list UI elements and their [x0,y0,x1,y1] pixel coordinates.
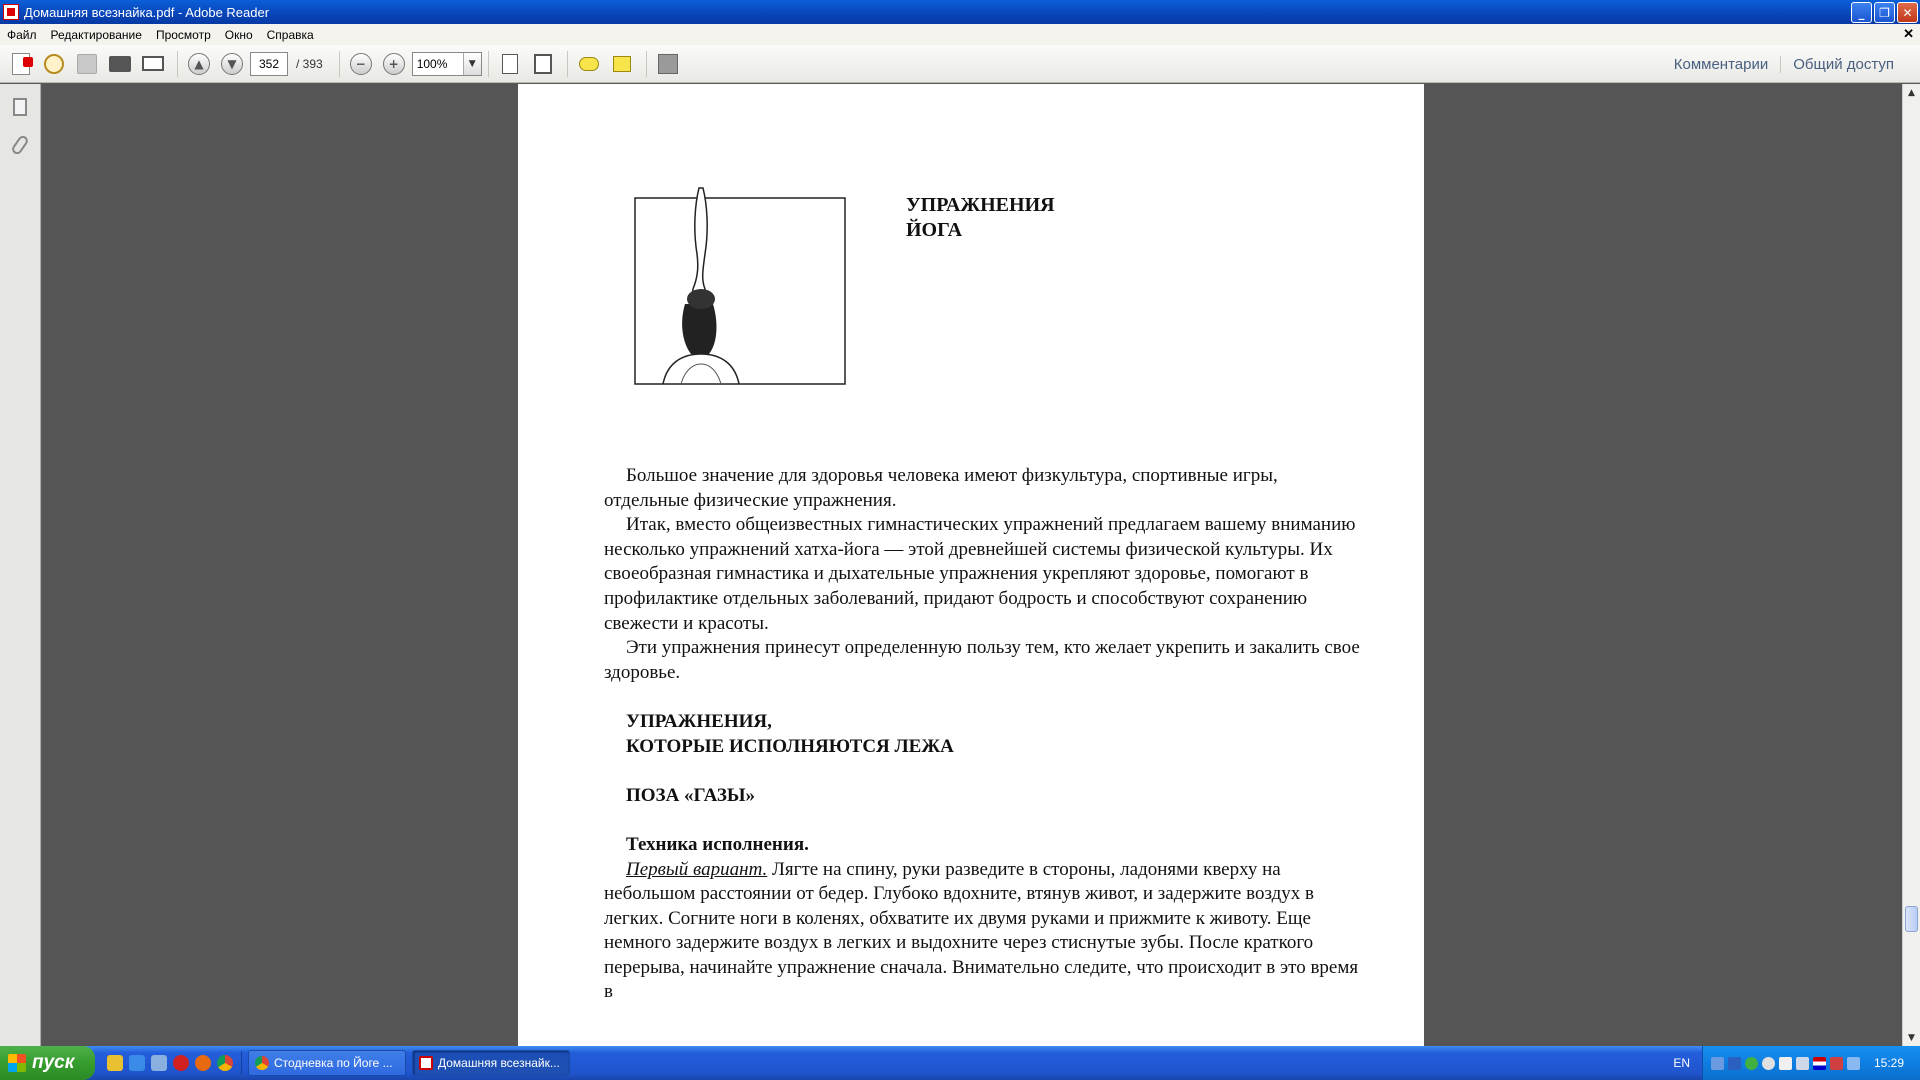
ie-icon[interactable] [129,1055,145,1071]
comment-icon [579,57,599,71]
fit-page-button[interactable] [528,50,558,78]
paragraph: Большое значение для здоровья человека имеют физкультура, спортивные игры, отдельные физические упражнения. [604,465,1278,511]
zoom-in-button[interactable] [379,50,409,78]
fit-width-icon [502,54,518,74]
add-comment-button[interactable] [574,50,604,78]
create-pdf-icon [12,53,30,75]
scroll-thumb[interactable] [1905,906,1918,932]
quick-launch [107,1051,242,1075]
page-number-input[interactable]: 352 [250,52,288,76]
start-button[interactable] [0,1046,95,1080]
chrome-icon [255,1056,269,1070]
network-icon[interactable] [1728,1057,1741,1070]
toolbar-divider [488,51,489,77]
close-button[interactable]: ✕ [1897,2,1918,23]
zoom-value[interactable]: 100% [416,56,448,71]
network-icon[interactable] [1711,1057,1724,1070]
page-thumbnails-button[interactable] [5,92,35,122]
next-page-button[interactable] [217,50,247,78]
zoom-out-button[interactable] [346,50,376,78]
window-title: Домашняя всезнайка.pdf - Adobe Reader [24,4,270,20]
page-total: / 393 [296,56,323,71]
chat-icon[interactable] [1779,1057,1792,1070]
edit-icon [44,54,64,74]
plus-icon: + [383,53,405,75]
system-tray [1702,1046,1920,1080]
adobe-reader-icon [419,1056,433,1070]
full-screen-button[interactable] [653,50,683,78]
previous-page-button[interactable] [184,50,214,78]
tray-app-icon[interactable] [1830,1057,1843,1070]
minus-icon: − [350,53,372,75]
arrow-down-icon: ▼ [221,53,243,75]
section-heading-line1: УПРАЖНЕНИЯ, [626,710,772,732]
pdf-page [518,84,1424,1046]
technique-heading: Техника исполнения. [626,833,809,855]
taskbar-item-adobe-reader[interactable] [412,1050,570,1076]
pages-icon [13,98,27,116]
pose-heading: ПОЗА «ГАЗЫ» [626,784,756,806]
chevron-down-icon[interactable]: ▼ [463,53,481,75]
paragraph: Итак, вместо общеизвестных гимнастических упражнений предлагаем вашему вниманию несколько упражнений хатха-йога — этой древнейшей системы физической культуры. Их своеобразная гимнастика и дыхательные упражнения укрепляют здоровье, помогают в профилактике отдельных заболеваний, придают бодрость и способствуют сохранению свежести и красоты. [604,514,1356,634]
document-area[interactable] [42,84,1902,1046]
article-title [906,193,1055,243]
chrome-icon[interactable] [217,1055,233,1071]
yoga-headstand-illustration [633,184,847,386]
language-indicator[interactable]: EN [1673,1056,1690,1070]
create-pdf-button[interactable] [6,50,36,78]
menu-help[interactable]: Справка [266,27,314,42]
scroll-down-icon[interactable]: ▼ [1908,1032,1915,1043]
paragraph: Эти упражнения принесут определенную пользу тем, кто желает укрепить и закалить свое здоровье. [604,637,1360,683]
flag-icon[interactable] [1813,1057,1826,1070]
quick-launch-icon[interactable] [107,1055,123,1071]
tray-app-icon[interactable] [1745,1057,1758,1070]
navigation-pane [0,84,41,1046]
highlight-icon [613,56,631,72]
expand-icon [658,54,678,74]
toolbar [0,45,1920,83]
section-heading-line2: КОТОРЫЕ ИСПОЛНЯЮТСЯ ЛЕЖА [626,735,954,757]
menu-bar [0,24,1920,45]
share-button[interactable]: Общий доступ [1780,56,1906,73]
clock[interactable]: 15:29 [1874,1056,1905,1070]
paperclip-icon [10,134,30,156]
article-body [604,464,1360,1005]
adobe-reader-icon [3,4,19,20]
title-bar [0,0,1920,24]
print-button[interactable] [105,50,135,78]
fit-page-icon [534,54,552,74]
save-button[interactable] [72,50,102,78]
comments-button[interactable]: Комментарии [1673,55,1769,73]
print-icon [109,56,131,72]
scroll-up-icon[interactable]: ▲ [1908,87,1915,98]
arrow-up-icon: ▲ [188,53,210,75]
taskbar [0,1046,1920,1080]
variant-label: Первый вариант. [626,858,768,880]
highlight-button[interactable] [607,50,637,78]
article-title-line2: ЙОГА [906,219,963,241]
restore-button[interactable]: ❐ [1874,2,1895,23]
task-label: Стодневка по Йоге ... [274,1056,393,1070]
menu-window[interactable]: Окно [224,27,253,42]
display-icon[interactable] [1847,1057,1860,1070]
email-icon [142,56,164,71]
document-close-icon[interactable]: ✕ [1903,26,1914,41]
toolbar-divider [646,51,647,77]
tray-app-icon[interactable] [1762,1057,1775,1070]
toolbar-divider [339,51,340,77]
toolbar-divider [567,51,568,77]
firefox-icon[interactable] [195,1055,211,1071]
taskbar-item-chrome[interactable] [248,1050,406,1076]
save-icon [77,54,97,74]
menu-edit[interactable]: Редактирование [50,27,142,42]
fit-width-button[interactable] [495,50,525,78]
desktop-icon[interactable] [151,1055,167,1071]
email-button[interactable] [138,50,168,78]
task-label: Домашняя всезнайк... [438,1056,560,1070]
volume-icon[interactable] [1796,1057,1809,1070]
zoom-select[interactable] [412,52,482,76]
edit-button[interactable] [39,50,69,78]
windows-logo-icon [8,1054,26,1072]
variant-text: Лягте на спину, руки разведите в стороны, ладонями кверху на небольшом расстоянии от бедер. Глубоко вдохните, втянув живот, и задержите воздух в легких. Согните ноги в коленях, обхватите их двумя руками и прижмите к животу. Еще немного задержите воздух в легких и выдохните через стиснутые зубы. После краткого перерыва, начинайте упражнение сначала. Внимательно следите, что происходит в это время в [604,858,1359,1003]
variant-paragraph [604,858,1360,1006]
menu-file[interactable]: Файл [7,27,37,42]
article-title-line1: УПРАЖНЕНИЯ [906,194,1055,216]
toolbar-divider [177,51,178,77]
vertical-scrollbar[interactable] [1902,84,1920,1046]
start-label: пуск [32,1052,75,1073]
menu-view[interactable]: Просмотр [155,27,211,42]
opera-icon[interactable] [173,1055,189,1071]
attachments-button[interactable] [5,130,35,160]
minimize-button[interactable]: _ [1851,2,1872,23]
